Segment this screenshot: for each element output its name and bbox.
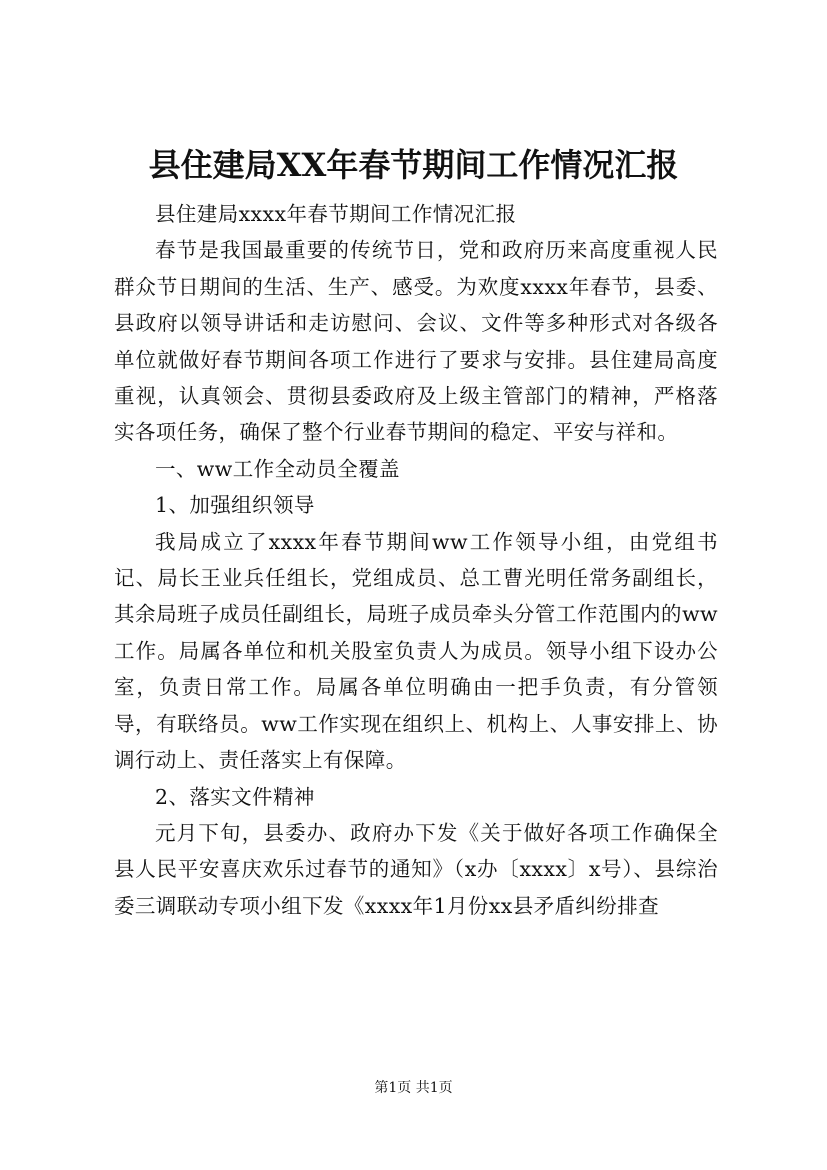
subsection-heading-1: 1、加强组织领导 xyxy=(155,493,315,518)
page-footer: 第1页 共1页 xyxy=(374,1080,453,1096)
document-body xyxy=(114,196,718,924)
subtitle-paragraph: 县住建局xxxx年春节期间工作情况汇报 xyxy=(155,202,517,226)
subsection-heading-2: 2、落实文件精神 xyxy=(155,784,315,809)
document-title: 县住建局XX年春节期间工作情况汇报 xyxy=(148,146,679,184)
section-heading-1: 一、ww工作全动员全覆盖 xyxy=(155,456,400,481)
intro-paragraph: 春节是我国最重要的传统节日，党和政府历来高度重视人民群众节日期间的生活、生产、感受。为欢度xxxx年春节，县委、县政府以领导讲话和走访慰问、会议、文件等多种形式对各级各单位就做好春节期间各项工作进行了要求与安排。县住建局高度重视，认真领会、贯彻县委政府及上级主管部门的精神，严格落实各项任务，确保了整个行业春节期间的稳定、平安与祥和。 xyxy=(114,238,718,445)
organization-paragraph: 我局成立了xxxx年春节期间ww工作领导小组，由党组书记、局长王业兵任组长，党组成员、总工曹光明任常务副组长，其余局班子成员任副组长，局班子成员牵头分管工作范围内的ww工作。局属各单位和机关股室负责人为成员。领导小组下设办公室，负责日常工作。局属各单位明确由一把手负责，有分管领导，有联络员。ww工作实现在组织上、机构上、人事安排上、协调行动上、责任落实上有保障。 xyxy=(114,529,718,773)
documents-paragraph: 元月下旬，县委办、政府办下发《关于做好各项工作确保全县人民平安喜庆欢乐过春节的通知》（x办〔xxxx〕x号）、县综治委三调联动专项小组下发《xxxx年1月份xx县矛盾纠纷排查 xyxy=(114,820,718,918)
